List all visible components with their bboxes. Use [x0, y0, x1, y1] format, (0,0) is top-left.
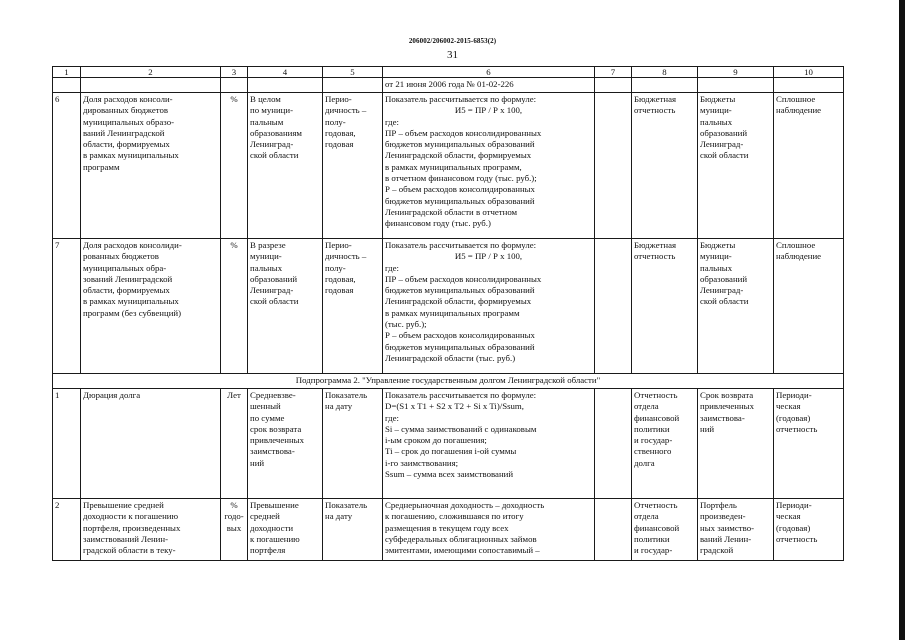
- observation-unit: Бюджеты муници- пальных образований Ленинград- ской области: [698, 93, 774, 239]
- header-cell: 7: [595, 67, 632, 78]
- indicator-name: Доля расходов консолиди- рованных бюджетов муниципальных обра- зований Ленинградской области, формируемых в рамках муниципальных программ (без субвенций): [81, 239, 221, 374]
- indicator-name: Дюрация долга: [81, 389, 221, 499]
- continuation-row: [53, 78, 844, 93]
- indicator-name: Доля расходов консоли- дированных бюджетов муниципальных образо- ваний Ленинградской области, формируемых в рамках муниципальных программ: [81, 93, 221, 239]
- formula: И5 = ПР / Р х 100,: [454, 105, 523, 116]
- indicator-name: Превышение средней доходности к погашению портфеля, произведенных заимствований Ленин- градской области в теку-: [81, 499, 221, 561]
- header-cell: 5: [323, 67, 383, 78]
- header-cell: 9: [698, 67, 774, 78]
- row-number: 6: [53, 93, 81, 239]
- header-cell: 3: [221, 67, 248, 78]
- table-row: [53, 93, 844, 239]
- periodicity: Показатель на дату: [323, 389, 383, 499]
- header-cell: 2: [81, 67, 221, 78]
- formula: И5 = ПР / Р х 100,: [454, 251, 523, 262]
- data-source: Отчетность отдела финансовой политики и государ-: [632, 499, 698, 561]
- formula-intro: Показатель рассчитывается по формуле:: [385, 94, 537, 104]
- periodicity: Перио- дичность – полу- годовая, годовая: [323, 239, 383, 374]
- header-cell: 6: [383, 67, 595, 78]
- row-number: 7: [53, 239, 81, 374]
- header-cell: 1: [53, 67, 81, 78]
- continuation-text: от 21 июня 2006 года № 01-02-226: [383, 78, 595, 93]
- breakdown: В разрезе муници- пальных образований Ленинград- ской области: [248, 239, 323, 374]
- unit: % годо- вых: [221, 499, 248, 561]
- table-row: [53, 239, 844, 374]
- subprogram-row: [53, 374, 844, 389]
- header-cell: 8: [632, 67, 698, 78]
- data-source: Отчетность отдела финансовой политики и государ- ственного долга: [632, 389, 698, 499]
- breakdown: Средневзве- шенный по сумме срок возврата привлеченных заимствова- ний: [248, 389, 323, 499]
- formula-description: Среднерыночная доходность – доходность к погашению, сложившаяся по итогу размещения в текущем году всех субфедеральных облигационных займов эмитентами, имеющими сопоставимый –: [383, 499, 595, 561]
- observation-unit: Бюджеты муници- пальных образований Ленинград- ской области: [698, 239, 774, 374]
- formula-cell: [383, 93, 595, 239]
- row-number: 1: [53, 389, 81, 499]
- data-source: Бюджетная отчетность: [632, 93, 698, 239]
- collection-method: Сплошное наблюдение: [774, 239, 844, 374]
- observation-unit: Срок возврата привлеченных заимствова- ний: [698, 389, 774, 499]
- header-cell: 10: [774, 67, 844, 78]
- basic-indicators: [595, 499, 632, 561]
- periodicity: Показатель на дату: [323, 499, 383, 561]
- table-row: [53, 499, 844, 561]
- observation-unit: Портфель произведен- ных заимство- ваний Ленин- градской: [698, 499, 774, 561]
- basic-indicators: [595, 239, 632, 374]
- data-source: Бюджетная отчетность: [632, 239, 698, 374]
- collection-method: Периоди- ческая (годовая) отчетность: [774, 499, 844, 561]
- formula-cell: [383, 239, 595, 374]
- formula-intro: Показатель рассчитывается по формуле:: [385, 240, 537, 250]
- indicator-table: [52, 66, 844, 561]
- scan-edge: [899, 0, 905, 640]
- basic-indicators: [595, 389, 632, 499]
- formula-description: Показатель рассчитывается по формуле: D=(S1 x T1 + S2 x T2 + Si x Ti)/Ssum, где: Si – сумма заимствований с одинаковым i-ым сроком до погашения; Ti – срок до погашения i-ой суммы i-го заимствования; Ssum – сумма всех заимствований: [383, 389, 595, 499]
- unit: %: [221, 93, 248, 239]
- formula-description: где: ПР – объем расходов консолидированных бюджетов муниципальных образований Ленинградской области, формируемых в рамках муниципальных программ (тыс. руб.); Р – объем расходов консолидированных бюджетов муниципальных образований Ленинградской области (тыс. руб.): [385, 262, 542, 363]
- formula-description: где: ПР – объем расходов консолидированных бюджетов муниципальных образований Ленинградской области, формируемых в рамках муниципальных программ, в отчетном финансовом году (тыс. руб.); Р – объем расходов консолидированных бюджетов муниципальных образований Ленинградской области в отчетном финансовом году (тыс. руб.): [385, 116, 542, 229]
- row-number: 2: [53, 499, 81, 561]
- basic-indicators: [595, 93, 632, 239]
- breakdown: В целом по муници- пальным образованиям Ленинград- ской области: [248, 93, 323, 239]
- collection-method: Сплошное наблюдение: [774, 93, 844, 239]
- unit: %: [221, 239, 248, 374]
- collection-method: Периоди- ческая (годовая) отчетность: [774, 389, 844, 499]
- header-cell: 4: [248, 67, 323, 78]
- header-row: [53, 67, 844, 78]
- table-row: [53, 389, 844, 499]
- subprogram-title: Подпрограмма 2. "Управление государственным долгом Ленинградской области": [53, 374, 844, 389]
- page-number: 31: [447, 49, 458, 61]
- document-number: 206002/206002-2015-6853(2): [408, 37, 497, 45]
- periodicity: Перио- дичность – полу- годовая, годовая: [323, 93, 383, 239]
- breakdown: Превышение средней доходности к погашению портфеля: [248, 499, 323, 561]
- unit: Лет: [221, 389, 248, 499]
